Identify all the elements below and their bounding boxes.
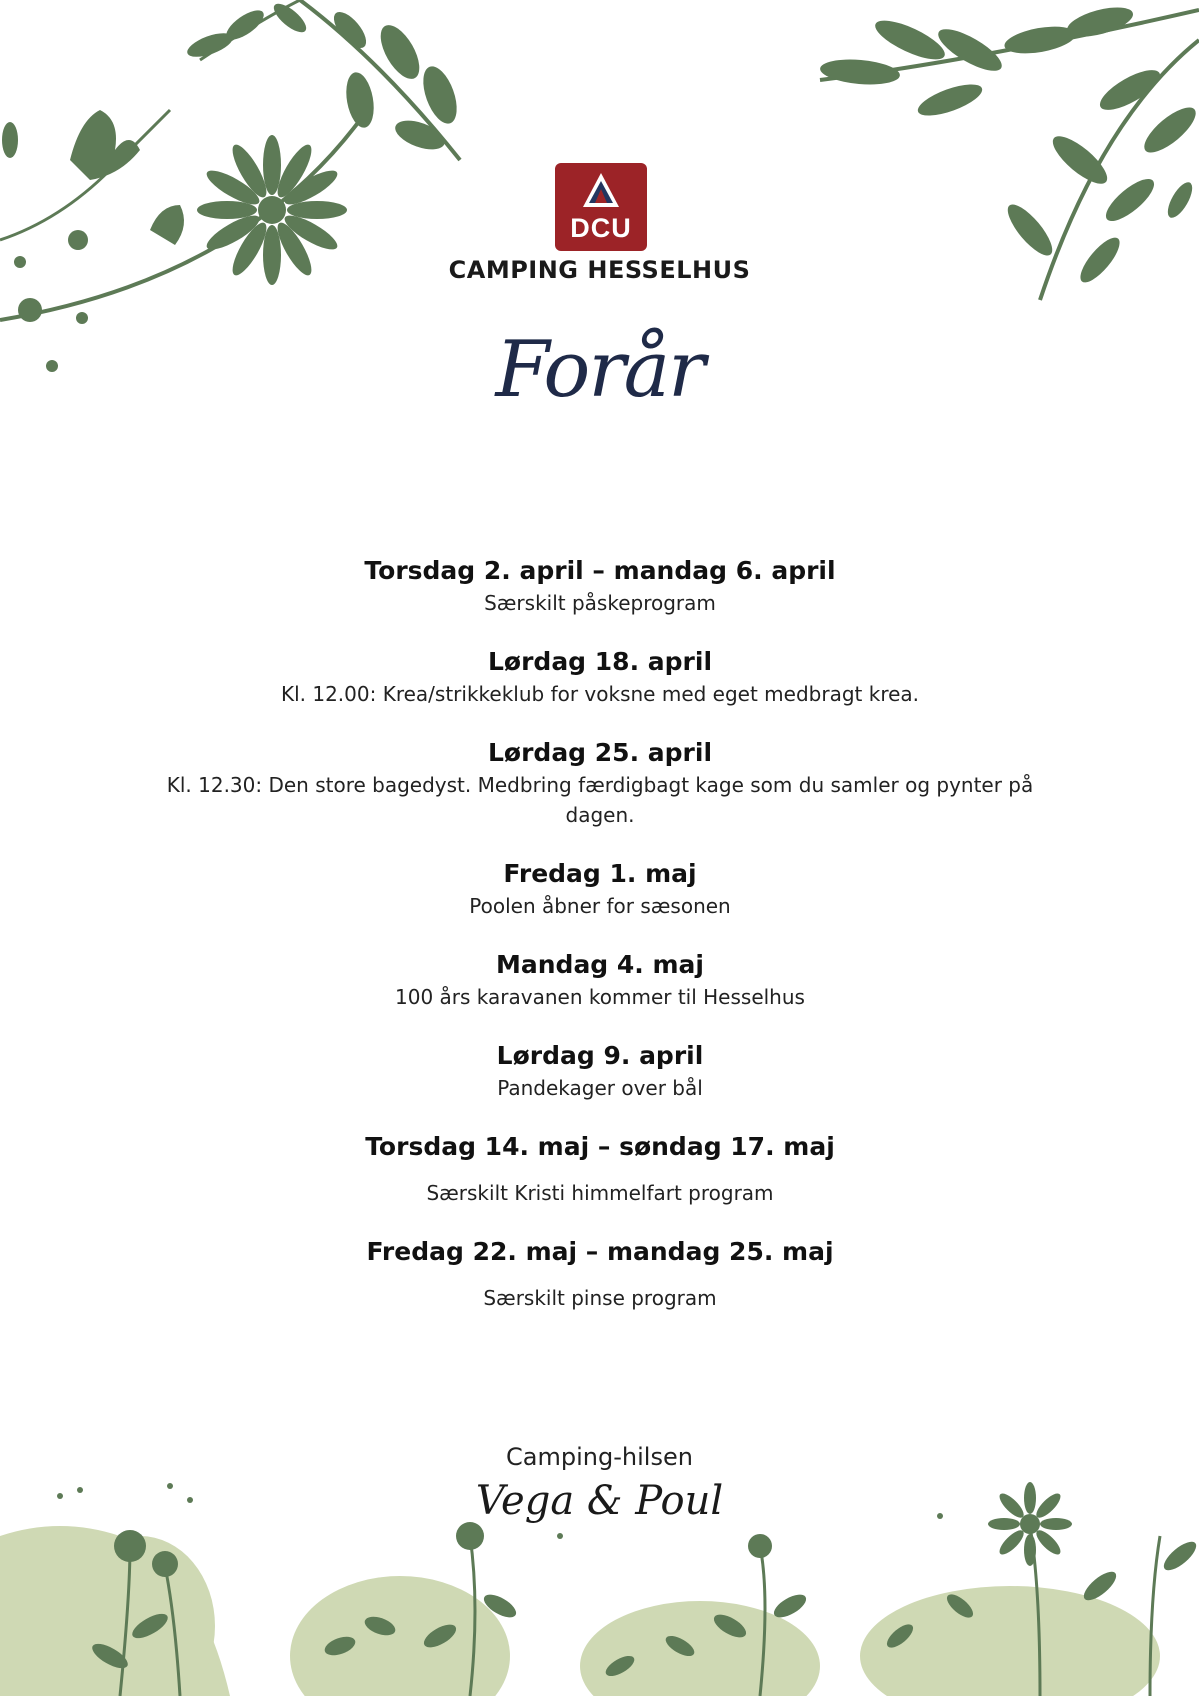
event-item [120,1235,1080,1313]
event-item [120,736,1080,830]
event-description: Kl. 12.00: Krea/strikkeklub for voksne med eget medbragt krea. [280,682,920,706]
event-date: Lørdag 25. april [487,738,713,767]
campsite-name: CAMPING HESSELHUS [448,256,751,284]
event-date: Lørdag 9. april [496,1041,704,1070]
event-item [120,1039,1080,1103]
event-description: Særskilt Kristi himmelfart program [426,1181,774,1205]
event-description: Kl. 12.30: Den store bagedyst. Medbring færdigbagt kage som du samler og pynter på dagen. [166,773,1034,827]
event-date: Torsdag 2. april – mandag 6. april [364,556,836,585]
event-item [120,645,1080,709]
closing-greeting: Camping-hilsen [506,1443,693,1471]
event-date: Mandag 4. maj [496,950,704,979]
event-item [120,554,1080,618]
event-date: Fredag 22. maj – mandag 25. maj [366,1237,834,1266]
floral-decoration-top-left [0,0,560,380]
dcu-logo [555,163,647,251]
logo-text: DCU [570,213,632,243]
event-date: Fredag 1. maj [503,859,697,888]
season-title: Forår [495,325,704,415]
event-description: Pandekager over bål [497,1076,703,1100]
event-date: Torsdag 14. maj – søndag 17. maj [365,1132,835,1161]
event-description: Poolen åbner for sæsonen [469,894,731,918]
event-description: Særskilt pinse program [483,1286,717,1310]
event-description: 100 års karavanen kommer til Hesselhus [395,985,805,1009]
signature: Vega & Poul [475,1478,724,1524]
event-date: Lørdag 18. april [487,647,713,676]
event-item [120,1130,1080,1208]
event-item [120,857,1080,921]
tent-icon [583,173,619,207]
event-list [120,554,1080,1340]
event-description: Særskilt påskeprogram [484,591,716,615]
event-item [120,948,1080,1012]
